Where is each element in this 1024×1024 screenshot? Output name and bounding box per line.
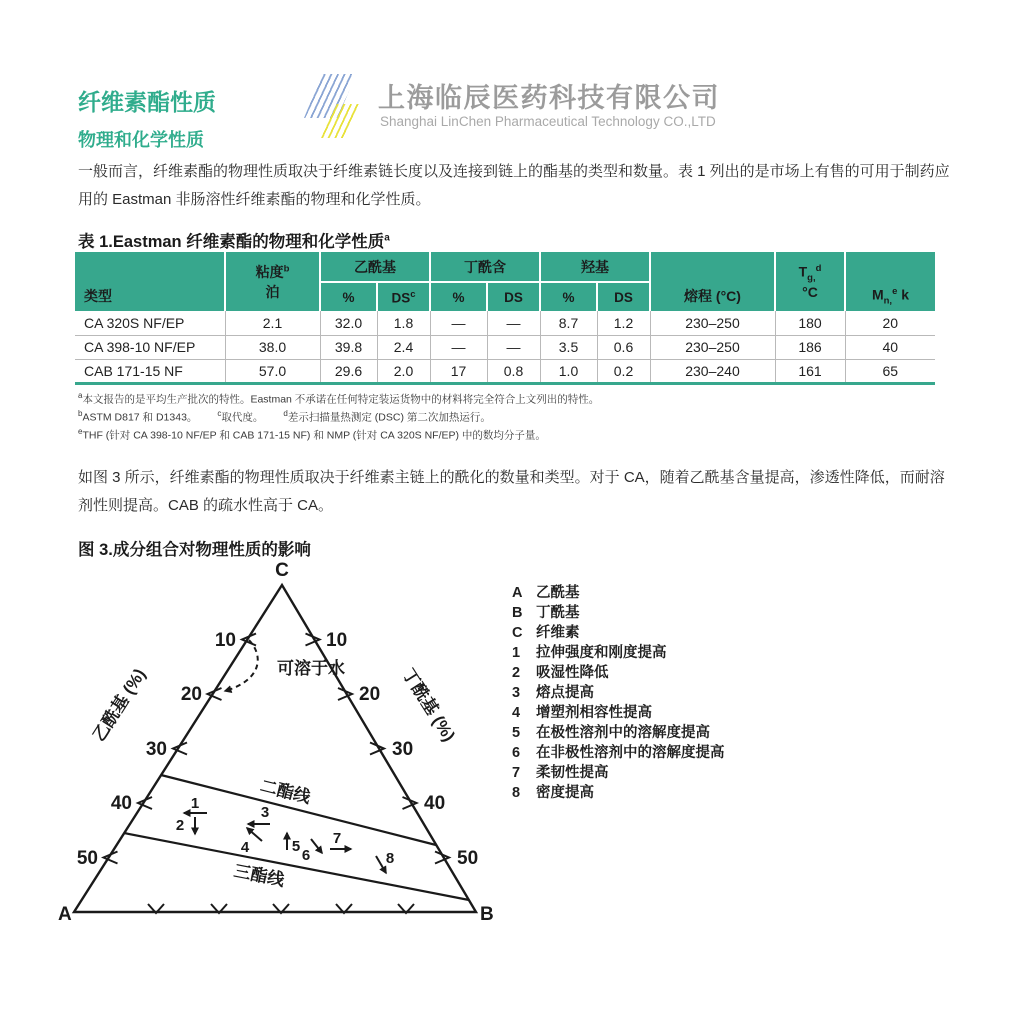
intro-paragraph: 一般而言，纤维素酯的物理性质取决于纤维素链长度以及连接到链上的酯基的类型和数量。表 1 列出的是市场上有售的可用于制药应用的 Eastman 非肠溶性纤维素酯的物理和化学性质。 — [78, 163, 950, 208]
arrow-number: 6 — [301, 847, 311, 864]
footnote-text-a: 本文报告的是平均生产批次的特性。Eastman 不承诺在任何特定装运货物中的材料将完全符合上文列出的特性。 — [82, 393, 600, 406]
footnote-marker-b: b — [78, 409, 83, 418]
legend-key: 3 — [512, 685, 521, 701]
tg-footnote-marker: d — [815, 263, 822, 275]
legend-key: 6 — [512, 745, 521, 761]
section-title: 物理和化学性质 — [78, 130, 204, 150]
legend-item — [512, 743, 725, 763]
arrow-2 — [176, 817, 195, 834]
right-tick-label: 20 — [359, 684, 381, 705]
cell-acetyl-pct: 29.6 — [320, 359, 377, 383]
legend-item — [512, 643, 725, 663]
cell-tg: 161 — [775, 359, 845, 383]
cell-butyryl-pct: 17 — [430, 359, 487, 383]
properties-table — [75, 252, 935, 385]
arrow-8 — [376, 850, 394, 873]
logo-stripes-icon — [300, 74, 366, 142]
cell-hydroxyl-pct: 3.5 — [540, 335, 597, 359]
legend-label: 在极性溶剂中的溶解度提高 — [536, 725, 710, 741]
table-row — [75, 335, 935, 359]
tg-symbol: T — [798, 263, 808, 280]
mn-footnote-marker: e — [892, 285, 898, 297]
cell-viscosity: 38.0 — [225, 335, 320, 359]
legend-label: 密度提高 — [536, 785, 594, 801]
table-title — [78, 228, 390, 252]
arrow-number: 5 — [291, 838, 301, 855]
legend-label: 柔韧性提高 — [536, 765, 609, 781]
right-axis-label: 丁酰基 (%) — [398, 665, 459, 745]
footnote-a — [78, 389, 958, 407]
ternary-diagram — [56, 560, 496, 938]
footnote-marker-a: a — [78, 391, 83, 400]
footnote-text-e: THF (针对 CA 398-10 NF/EP 和 CAB 171-15 NF) 和 NMP (针对 CA 320S NF/EP) 中的数均分子量。 — [82, 429, 546, 442]
legend-label: 熔点提高 — [536, 685, 594, 701]
legend-item — [512, 683, 725, 703]
legend-key: C — [512, 625, 523, 641]
group-header-hydroxyl: 羟基 — [540, 252, 650, 282]
cell-melting-range: 230–250 — [650, 335, 775, 359]
left-tick-label: 50 — [76, 848, 98, 869]
cell-type: CA 398-10 NF/EP — [75, 335, 225, 359]
legend-item — [512, 763, 725, 783]
legend-key: 7 — [512, 765, 521, 781]
cell-tg: 186 — [775, 335, 845, 359]
footnote-text-c: 取代度。 — [221, 411, 264, 424]
arrow-4 — [241, 828, 262, 856]
cell-butyryl-ds: 0.8 — [487, 359, 540, 383]
cell-acetyl-ds: 2.0 — [377, 359, 430, 383]
legend-item — [512, 703, 725, 723]
company-name-cn: 上海临辰医药科技有限公司 — [378, 83, 720, 113]
legend-item — [512, 783, 725, 803]
figure-legend — [512, 583, 725, 803]
diester-line-label: 二酯线 — [258, 776, 313, 808]
legend-key: 4 — [512, 705, 521, 721]
figure-title: 图 3.成分组合对物理性质的影响 — [78, 541, 311, 559]
mn-unit: k — [901, 286, 910, 303]
cell-butyryl-ds: — — [487, 335, 540, 359]
arrow-number: 1 — [190, 795, 200, 812]
cell-type: CAB 171-15 NF — [75, 359, 225, 383]
footnote-text-b: ASTM D817 和 D1343。 — [82, 411, 198, 424]
cell-viscosity: 57.0 — [225, 359, 320, 383]
footnote-bcd — [78, 407, 958, 425]
table-footnotes — [78, 389, 958, 443]
footnote-marker-d: d — [283, 409, 288, 418]
legend-label: 纤维素 — [536, 625, 580, 641]
right-tick-label: 30 — [392, 739, 414, 760]
triester-line-label: 三酯线 — [232, 861, 286, 890]
footnote-e — [78, 425, 958, 443]
cell-hydroxyl-pct: 1.0 — [540, 359, 597, 383]
legend-item — [512, 723, 725, 743]
col-header-melting-range: 熔程 (°C) — [650, 252, 775, 311]
subcol-hydroxyl-pct: % — [540, 282, 597, 311]
legend-label: 增塑剂相容性提高 — [536, 705, 652, 721]
left-axis-label: 乙酰基 (%) — [89, 665, 150, 745]
cell-butyryl-pct: — — [430, 311, 487, 335]
footnote-marker-e: e — [78, 427, 83, 436]
legend-label: 乙酰基 — [536, 585, 580, 601]
right-tick-label: 40 — [424, 793, 446, 814]
cell-butyryl-pct: — — [430, 335, 487, 359]
legend-key: B — [512, 605, 523, 621]
soluble-region-label: 可溶于水 — [277, 659, 345, 678]
legend-item — [512, 583, 725, 603]
cell-tg: 180 — [775, 311, 845, 335]
table-title-footnote-marker: a — [384, 232, 390, 244]
arrow-number: 2 — [175, 817, 185, 834]
table-title-text: 表 1.Eastman 纤维素酯的物理和化学性质 — [78, 233, 385, 251]
vertex-label-c: C — [275, 560, 289, 581]
cell-mn: 20 — [845, 311, 935, 335]
tg-subscript: g, — [807, 272, 816, 284]
cell-mn: 40 — [845, 335, 935, 359]
legend-label: 拉伸强度和刚度提高 — [536, 645, 667, 661]
mn-subscript: n, — [883, 295, 893, 306]
left-tick-label: 20 — [180, 684, 202, 705]
legend-key: 1 — [512, 645, 521, 661]
cell-mn: 65 — [845, 359, 935, 383]
subcol-butyryl-ds: DS — [487, 282, 540, 311]
vertex-label-b: B — [480, 904, 494, 925]
arrow-number: 8 — [385, 850, 395, 867]
arrow-1 — [184, 795, 207, 813]
subcol-acetyl-pct: % — [320, 282, 377, 311]
legend-key: 8 — [512, 785, 521, 801]
cell-hydroxyl-ds: 0.6 — [597, 335, 650, 359]
subcol-hydroxyl-ds: DS — [597, 282, 650, 311]
arrow-5 — [287, 833, 300, 855]
footnote-text-d: 差示扫描量热测定 (DSC) 第二次加热运行。 — [287, 411, 491, 424]
group-header-acetyl: 乙酰基 — [320, 252, 430, 282]
viscosity-unit: 泊 — [265, 283, 280, 300]
cell-acetyl-ds: 2.4 — [377, 335, 430, 359]
group-header-butyryl: 丁酰含 — [430, 252, 540, 282]
cell-hydroxyl-ds: 1.2 — [597, 311, 650, 335]
footnote-marker-c: c — [217, 409, 222, 418]
legend-label: 吸湿性降低 — [536, 665, 609, 681]
company-logo — [300, 74, 780, 144]
arrow-3 — [248, 804, 270, 824]
arrow-7 — [330, 830, 351, 849]
arrow-number: 4 — [240, 839, 250, 856]
arrow-number: 7 — [332, 830, 342, 847]
col-header-mn — [845, 252, 935, 311]
left-tick-label: 10 — [214, 630, 236, 651]
left-tick-label: 30 — [145, 739, 167, 760]
legend-label: 在非极性溶剂中的溶解度提高 — [536, 745, 725, 761]
left-tick-label: 40 — [110, 793, 132, 814]
page-title: 纤维素酯性质 — [78, 89, 216, 115]
company-name-en: Shanghai LinChen Pharmaceutical Technology CO.,LTD — [380, 114, 716, 129]
right-tick-label: 50 — [457, 848, 479, 869]
ds-footnote-marker: c — [410, 288, 416, 300]
cell-butyryl-ds: — — [487, 311, 540, 335]
cell-melting-range: 230–240 — [650, 359, 775, 383]
table-row — [75, 311, 935, 335]
legend-key: 2 — [512, 665, 521, 681]
right-tick-label: 10 — [326, 630, 348, 651]
cell-acetyl-pct: 39.8 — [320, 335, 377, 359]
legend-label: 丁酰基 — [536, 605, 580, 621]
vertex-label-a: A — [58, 904, 72, 925]
cell-melting-range: 230–250 — [650, 311, 775, 335]
table-row — [75, 359, 935, 383]
mn-symbol: M — [871, 286, 884, 303]
col-header-tg — [775, 252, 845, 311]
arrow-6 — [302, 839, 322, 864]
legend-key: A — [512, 585, 523, 601]
subcol-butyryl-pct: % — [430, 282, 487, 311]
cell-hydroxyl-ds: 0.2 — [597, 359, 650, 383]
cell-acetyl-pct: 32.0 — [320, 311, 377, 335]
legend-key: 5 — [512, 725, 521, 741]
viscosity-label: 粘度 — [255, 263, 284, 280]
viscosity-footnote-marker: b — [283, 262, 290, 274]
cell-viscosity: 2.1 — [225, 311, 320, 335]
col-header-type: 类型 — [75, 252, 225, 311]
arrow-number: 3 — [260, 804, 270, 821]
legend-item — [512, 603, 725, 623]
ds-label: DS — [391, 290, 411, 306]
cell-hydroxyl-pct: 8.7 — [540, 311, 597, 335]
col-header-viscosity — [225, 252, 320, 311]
legend-item — [512, 663, 725, 683]
legend-item — [512, 623, 725, 643]
subcol-acetyl-ds — [377, 282, 430, 311]
cell-type: CA 320S NF/EP — [75, 311, 225, 335]
tg-unit: °C — [802, 283, 818, 300]
body-paragraph: 如图 3 所示，纤维素酯的物理性质取决于纤维素主链上的酰化的数量和类型。对于 CA，随着乙酰基含量提高，渗透性降低，而耐溶剂性则提高。CAB 的疏水性高于 CA。 — [78, 469, 945, 514]
cell-acetyl-ds: 1.8 — [377, 311, 430, 335]
